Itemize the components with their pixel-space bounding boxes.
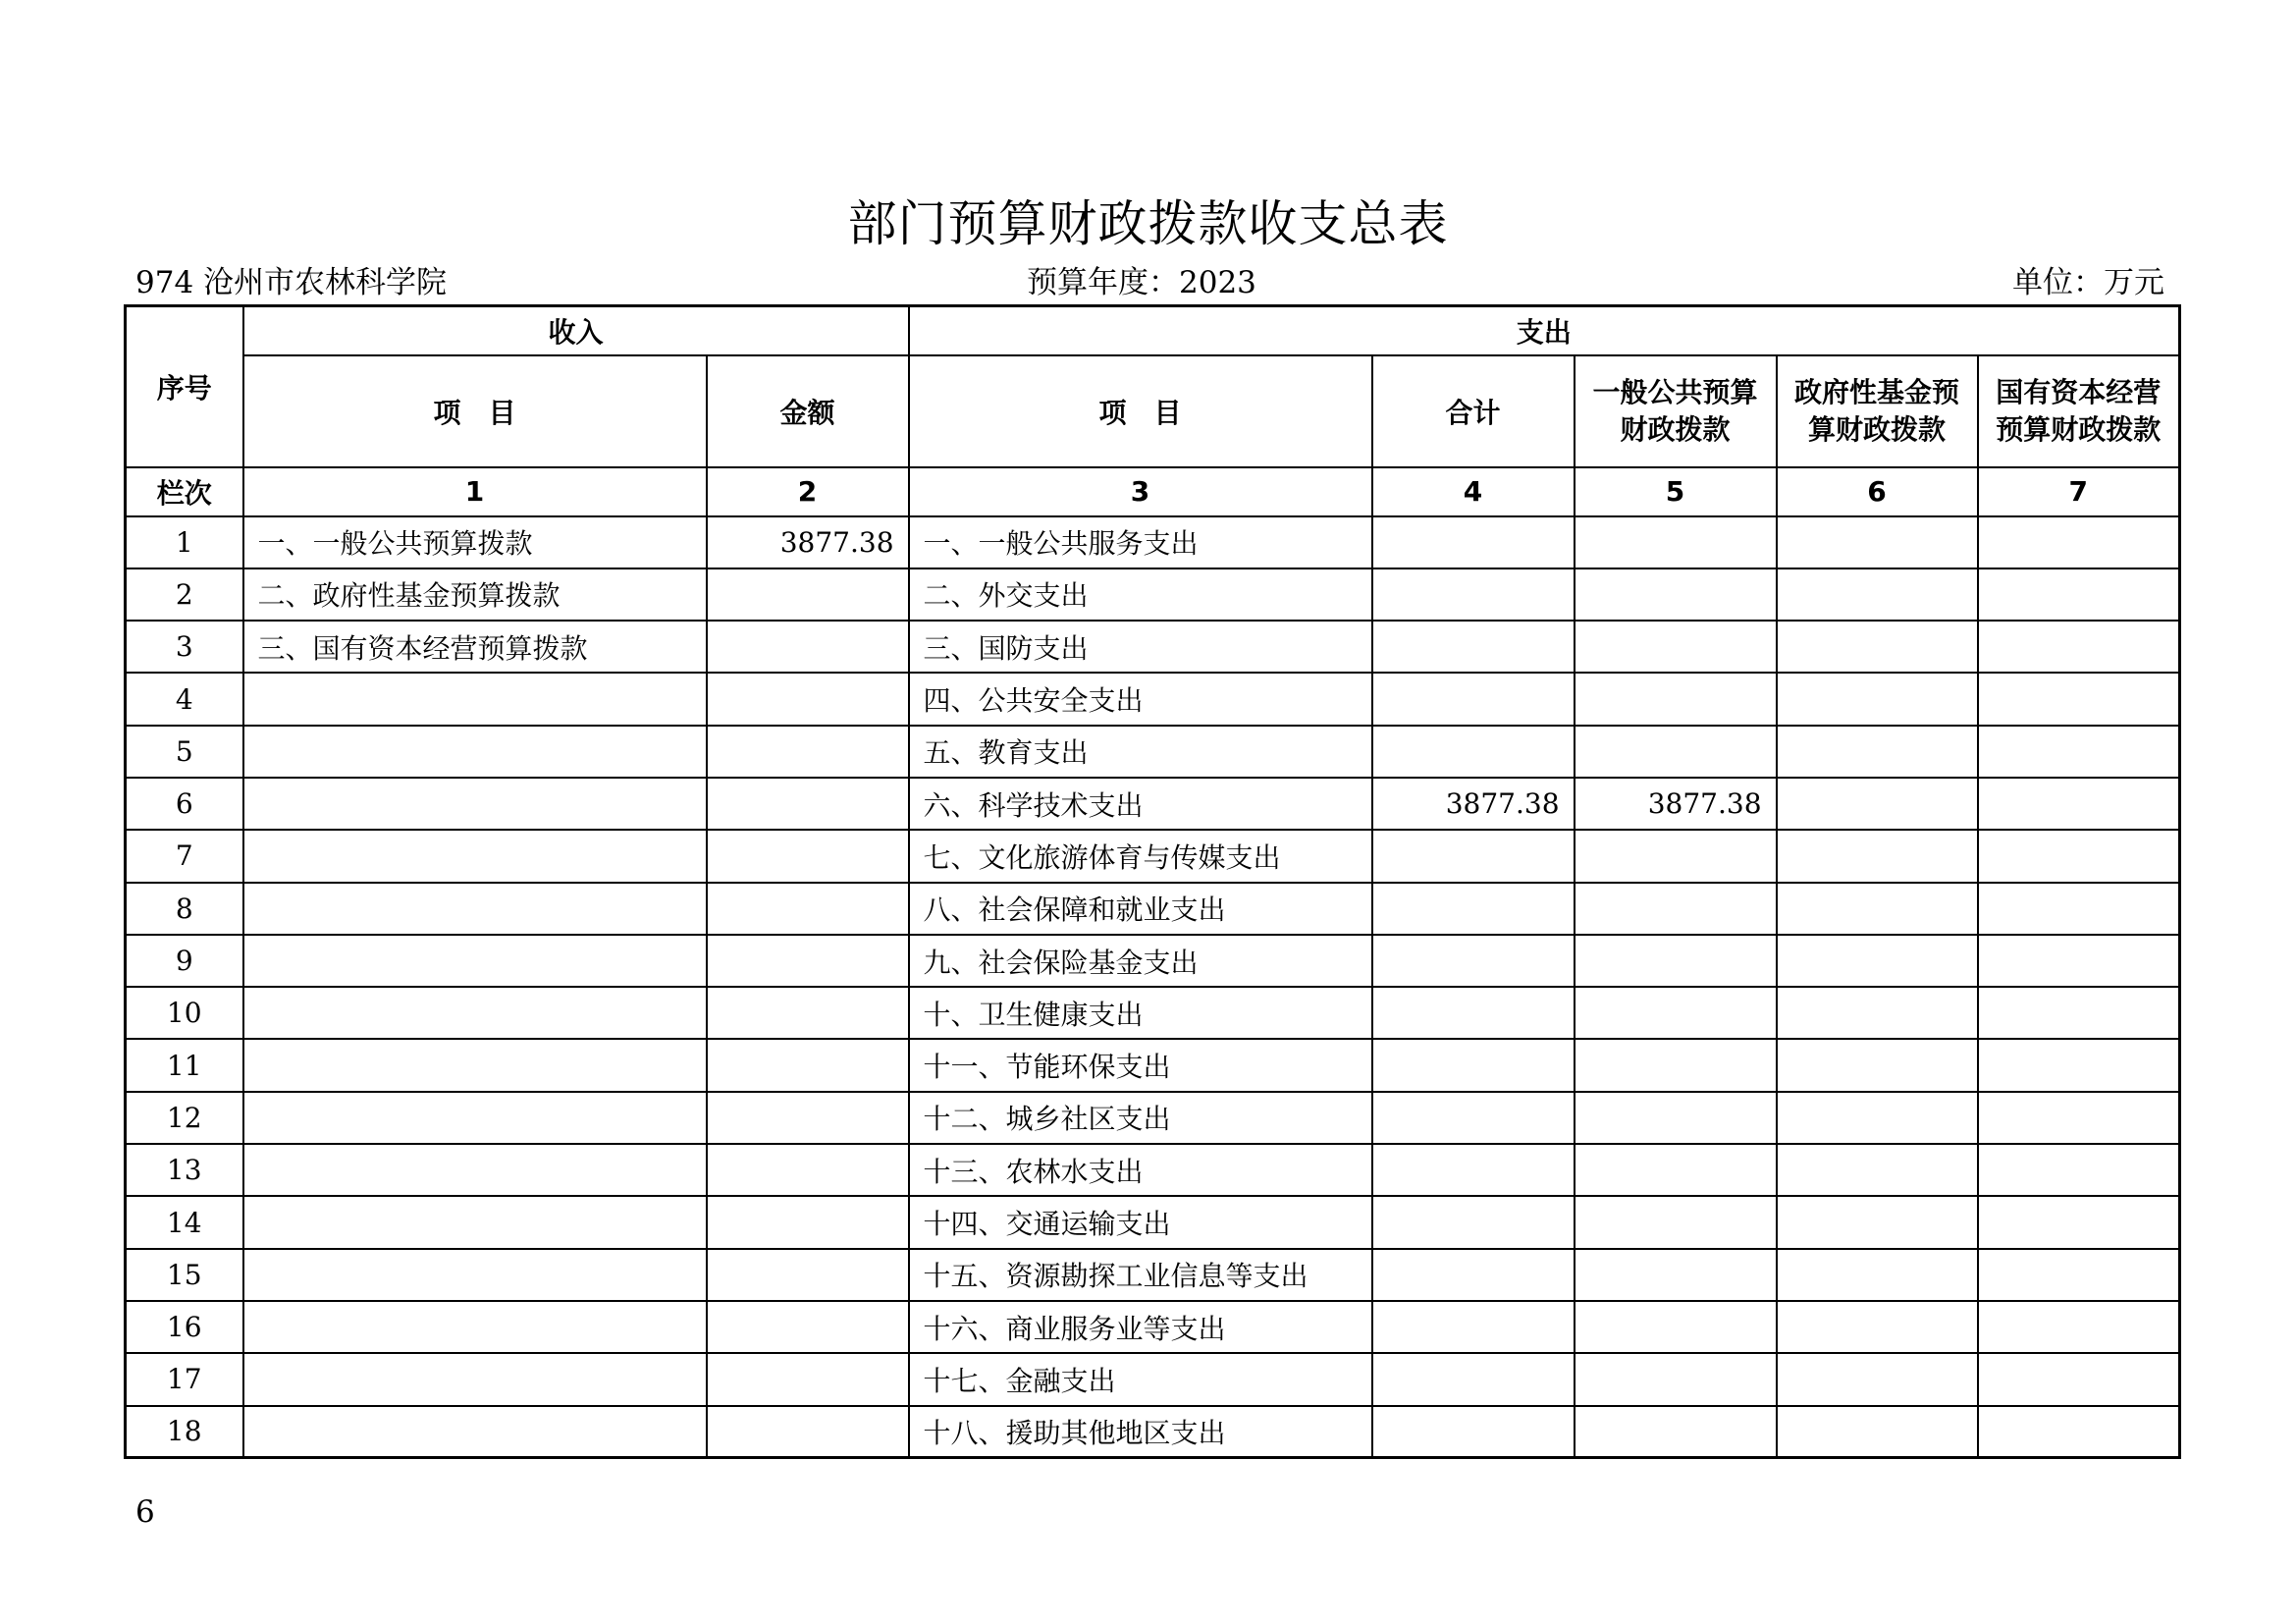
fund-budget-cell — [1777, 516, 1978, 568]
table-row — [126, 1249, 2180, 1301]
fund-budget-cell — [1777, 1039, 1978, 1091]
expense-item-cell: 十三、农林水支出 — [909, 1144, 1372, 1196]
income-amount-cell — [707, 935, 909, 987]
expense-item-cell: 十四、交通运输支出 — [909, 1196, 1372, 1248]
column-index: 4 — [1372, 467, 1575, 516]
expense-item-cell: 五、教育支出 — [909, 726, 1372, 778]
table-row — [126, 1144, 2180, 1196]
income-item-cell: 三、国有资本经营预算拨款 — [243, 621, 707, 673]
row-seq: 10 — [126, 987, 243, 1039]
income-amount-cell — [707, 830, 909, 882]
state-capital-cell — [1978, 726, 2180, 778]
total-cell — [1372, 568, 1575, 621]
income-item-cell — [243, 935, 707, 987]
fund-budget-cell — [1777, 987, 1978, 1039]
table-row — [126, 673, 2180, 725]
expense-item-cell: 六、科学技术支出 — [909, 778, 1372, 830]
general-budget-cell — [1575, 1039, 1777, 1091]
total-cell — [1372, 516, 1575, 568]
expense-item-cell: 十二、城乡社区支出 — [909, 1092, 1372, 1144]
expense-item-cell: 七、文化旅游体育与传媒支出 — [909, 830, 1372, 882]
fund-budget-cell — [1777, 1092, 1978, 1144]
income-item-cell — [243, 673, 707, 725]
state-capital-cell — [1978, 778, 2180, 830]
table-row — [126, 621, 2180, 673]
expense-item-cell: 三、国防支出 — [909, 621, 1372, 673]
expense-item-cell: 十、卫生健康支出 — [909, 987, 1372, 1039]
table-row — [126, 935, 2180, 987]
expense-item-cell: 二、外交支出 — [909, 568, 1372, 621]
row-seq: 16 — [126, 1301, 243, 1353]
row-seq: 6 — [126, 778, 243, 830]
row-seq: 7 — [126, 830, 243, 882]
income-item-cell — [243, 1196, 707, 1248]
row-seq: 5 — [126, 726, 243, 778]
expense-item-cell: 十五、资源勘探工业信息等支出 — [909, 1249, 1372, 1301]
total-cell — [1372, 1249, 1575, 1301]
income-amount-cell — [707, 568, 909, 621]
fund-budget-cell — [1777, 1353, 1978, 1405]
state-capital-cell — [1978, 935, 2180, 987]
general-budget-cell — [1575, 621, 1777, 673]
table-row — [126, 883, 2180, 935]
income-item-cell — [243, 726, 707, 778]
income-item-cell — [243, 1144, 707, 1196]
column-index: 6 — [1777, 467, 1978, 516]
total-cell — [1372, 1092, 1575, 1144]
total-cell — [1372, 883, 1575, 935]
expense-header: 支出 — [909, 306, 2180, 355]
fund-budget-header: 政府性基金预算财政拨款 — [1777, 355, 1978, 467]
expense-item-cell: 十七、金融支出 — [909, 1353, 1372, 1405]
state-capital-cell — [1978, 673, 2180, 725]
general-budget-cell — [1575, 883, 1777, 935]
column-index: 1 — [243, 467, 707, 516]
fund-budget-cell — [1777, 778, 1978, 830]
row-seq: 3 — [126, 621, 243, 673]
state-capital-cell — [1978, 987, 2180, 1039]
expense-item-cell: 一、一般公共服务支出 — [909, 516, 1372, 568]
fund-budget-cell — [1777, 1406, 1978, 1458]
income-item-cell — [243, 1039, 707, 1091]
row-seq: 13 — [126, 1144, 243, 1196]
table-row — [126, 830, 2180, 882]
fund-budget-cell — [1777, 621, 1978, 673]
total-cell — [1372, 1039, 1575, 1091]
state-capital-header: 国有资本经营预算财政拨款 — [1978, 355, 2180, 467]
state-capital-cell — [1978, 1353, 2180, 1405]
state-capital-cell — [1978, 1196, 2180, 1248]
total-cell — [1372, 673, 1575, 725]
total-cell — [1372, 726, 1575, 778]
income-amount-cell — [707, 673, 909, 725]
budget-table — [124, 304, 2181, 1459]
fund-budget-cell — [1777, 830, 1978, 882]
expense-item-cell: 十六、商业服务业等支出 — [909, 1301, 1372, 1353]
fund-budget-cell — [1777, 568, 1978, 621]
income-item-cell — [243, 1406, 707, 1458]
expense-item-cell: 八、社会保障和就业支出 — [909, 883, 1372, 935]
fund-budget-cell — [1777, 935, 1978, 987]
state-capital-cell — [1978, 1301, 2180, 1353]
income-amount-cell — [707, 778, 909, 830]
income-item-cell — [243, 883, 707, 935]
budget-year-label: 预算年度：2023 — [1027, 265, 1256, 300]
income-item-cell — [243, 1092, 707, 1144]
income-item-cell — [243, 1353, 707, 1405]
total-cell — [1372, 1144, 1575, 1196]
general-budget-cell — [1575, 1196, 1777, 1248]
fund-budget-cell — [1777, 673, 1978, 725]
income-amount-header: 金额 — [707, 355, 909, 467]
row-seq: 14 — [126, 1196, 243, 1248]
income-amount-cell: 3877.38 — [707, 516, 909, 568]
general-budget-cell — [1575, 726, 1777, 778]
fund-budget-cell — [1777, 1249, 1978, 1301]
general-budget-cell — [1575, 1406, 1777, 1458]
page-number: 6 — [135, 1494, 155, 1530]
seq-header: 序号 — [126, 306, 243, 467]
income-item-cell — [243, 830, 707, 882]
general-budget-cell — [1575, 1301, 1777, 1353]
row-seq: 11 — [126, 1039, 243, 1091]
state-capital-cell — [1978, 516, 2180, 568]
row-seq: 17 — [126, 1353, 243, 1405]
fund-budget-cell — [1777, 726, 1978, 778]
table-row — [126, 1092, 2180, 1144]
table-row — [126, 987, 2180, 1039]
total-cell — [1372, 1301, 1575, 1353]
expense-item-header: 项 目 — [909, 355, 1372, 467]
state-capital-cell — [1978, 1092, 2180, 1144]
total-cell: 3877.38 — [1372, 778, 1575, 830]
organization-label: 974 沧州市农林科学院 — [135, 265, 448, 300]
general-budget-cell — [1575, 1092, 1777, 1144]
income-amount-cell — [707, 1196, 909, 1248]
table-row — [126, 1301, 2180, 1353]
total-cell — [1372, 1196, 1575, 1248]
fund-budget-cell — [1777, 1196, 1978, 1248]
general-budget-cell: 3877.38 — [1575, 778, 1777, 830]
income-amount-cell — [707, 1144, 909, 1196]
row-seq: 15 — [126, 1249, 243, 1301]
general-budget-cell — [1575, 935, 1777, 987]
general-budget-cell — [1575, 1249, 1777, 1301]
income-amount-cell — [707, 1301, 909, 1353]
total-cell — [1372, 987, 1575, 1039]
general-budget-cell — [1575, 987, 1777, 1039]
row-seq: 4 — [126, 673, 243, 725]
total-cell — [1372, 830, 1575, 882]
expense-item-cell: 十八、援助其他地区支出 — [909, 1406, 1372, 1458]
income-item-cell — [243, 1301, 707, 1353]
row-seq: 8 — [126, 883, 243, 935]
unit-label: 单位：万元 — [2012, 265, 2164, 300]
expense-item-cell: 十一、节能环保支出 — [909, 1039, 1372, 1091]
row-seq: 9 — [126, 935, 243, 987]
row-seq: 18 — [126, 1406, 243, 1458]
column-index-label: 栏次 — [126, 467, 243, 516]
expense-item-cell: 四、公共安全支出 — [909, 673, 1372, 725]
income-amount-cell — [707, 1039, 909, 1091]
column-index: 7 — [1978, 467, 2180, 516]
fund-budget-cell — [1777, 883, 1978, 935]
general-budget-cell — [1575, 1144, 1777, 1196]
income-item-cell: 一、一般公共预算拨款 — [243, 516, 707, 568]
income-item-cell — [243, 1249, 707, 1301]
income-item-header: 项 目 — [243, 355, 707, 467]
income-amount-cell — [707, 1249, 909, 1301]
table-row — [126, 778, 2180, 830]
income-item-cell — [243, 778, 707, 830]
row-seq: 12 — [126, 1092, 243, 1144]
total-cell — [1372, 935, 1575, 987]
total-cell — [1372, 1406, 1575, 1458]
state-capital-cell — [1978, 568, 2180, 621]
expense-item-cell: 九、社会保险基金支出 — [909, 935, 1372, 987]
state-capital-cell — [1978, 830, 2180, 882]
table-row — [126, 1196, 2180, 1248]
total-header: 合计 — [1372, 355, 1575, 467]
row-seq: 1 — [126, 516, 243, 568]
general-budget-cell — [1575, 516, 1777, 568]
income-amount-cell — [707, 987, 909, 1039]
table-row — [126, 1406, 2180, 1458]
state-capital-cell — [1978, 621, 2180, 673]
income-amount-cell — [707, 1353, 909, 1405]
general-budget-cell — [1575, 673, 1777, 725]
state-capital-cell — [1978, 883, 2180, 935]
general-budget-cell — [1575, 830, 1777, 882]
state-capital-cell — [1978, 1249, 2180, 1301]
fund-budget-cell — [1777, 1144, 1978, 1196]
column-index: 3 — [909, 467, 1372, 516]
fund-budget-cell — [1777, 1301, 1978, 1353]
state-capital-cell — [1978, 1406, 2180, 1458]
total-cell — [1372, 621, 1575, 673]
table-row — [126, 1039, 2180, 1091]
row-seq: 2 — [126, 568, 243, 621]
income-item-cell: 二、政府性基金预算拨款 — [243, 568, 707, 621]
general-budget-cell — [1575, 568, 1777, 621]
table-row — [126, 568, 2180, 621]
table-row — [126, 516, 2180, 568]
income-item-cell — [243, 987, 707, 1039]
income-amount-cell — [707, 726, 909, 778]
table-row — [126, 1353, 2180, 1405]
general-budget-cell — [1575, 1353, 1777, 1405]
page-title: 部门预算财政拨款收支总表 — [847, 195, 1449, 252]
state-capital-cell — [1978, 1039, 2180, 1091]
column-index: 5 — [1575, 467, 1777, 516]
total-cell — [1372, 1353, 1575, 1405]
income-amount-cell — [707, 1406, 909, 1458]
state-capital-cell — [1978, 1144, 2180, 1196]
general-budget-header: 一般公共预算财政拨款 — [1575, 355, 1777, 467]
income-amount-cell — [707, 1092, 909, 1144]
income-amount-cell — [707, 883, 909, 935]
income-amount-cell — [707, 621, 909, 673]
table-row — [126, 726, 2180, 778]
column-index: 2 — [707, 467, 909, 516]
income-header: 收入 — [243, 306, 909, 355]
